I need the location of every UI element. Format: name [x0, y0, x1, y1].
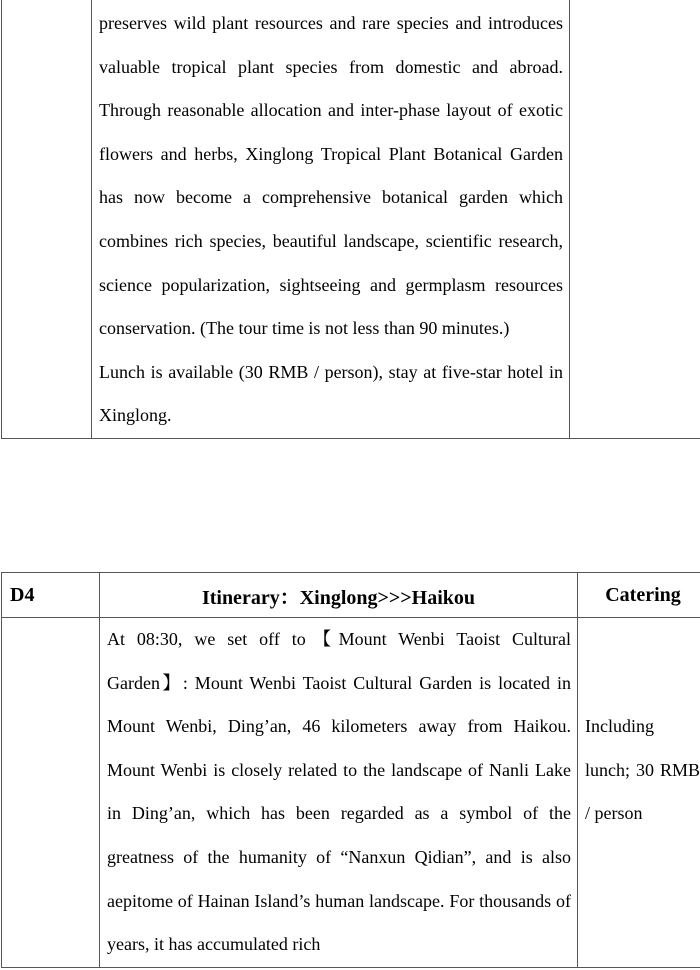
lunch-note: Lunch is available (30 RMB / person), stay at five-star hotel in Xinglong. [99, 361, 563, 426]
itinerary-table-continued [1, 0, 700, 439]
table-row [2, 0, 700, 438]
description-paragraph: preserves wild plant resources and rare species and introduces valuable tropical plant species from domestic and abroad. Through reasonable allocation and inter-phase layout of exotic flowers and herbs, Xinglong Tropical Plant Botanical Garden has now become a comprehensive botanical garden which combines rich species, beautiful landscape, scientific research, science popularization, sightseeing and germplasm resources conservation. (The tour time is not less than 90 minutes.) [99, 13, 563, 339]
itinerary-table-day4 [1, 572, 700, 968]
day-label: D4 [2, 573, 100, 618]
catering-value: Including lunch; 30 RMB / person [585, 716, 700, 824]
day-cell-empty [2, 618, 100, 968]
description-cell [92, 0, 570, 438]
day-cell-empty [2, 0, 92, 438]
day4-description: At 08:30, we set off to【Mount Wenbi Taoist Cultural Garden】: Mount Wenbi Taoist Cultural Garden is located in Mount Wenbi, Ding’an, 46 kilometers away from Haikou. Mount Wenbi is closely related to the landscape of Nanli Lake in Ding’an, which has been regarded as a symbol of the greatness of the humanity of “Nanxun Qidian”, and is also aepitome of Hainan Island’s human landscape. For thousands of years, it has accumulated rich [107, 629, 571, 955]
itinerary-heading: Itinerary：Xinglong>>>Haikou [100, 573, 578, 618]
catering-cell [578, 618, 700, 968]
description-cell [100, 618, 578, 968]
catering-heading: Catering [578, 573, 700, 618]
table-header-row [2, 573, 700, 618]
catering-cell-empty [570, 0, 700, 438]
table-row [2, 618, 700, 968]
